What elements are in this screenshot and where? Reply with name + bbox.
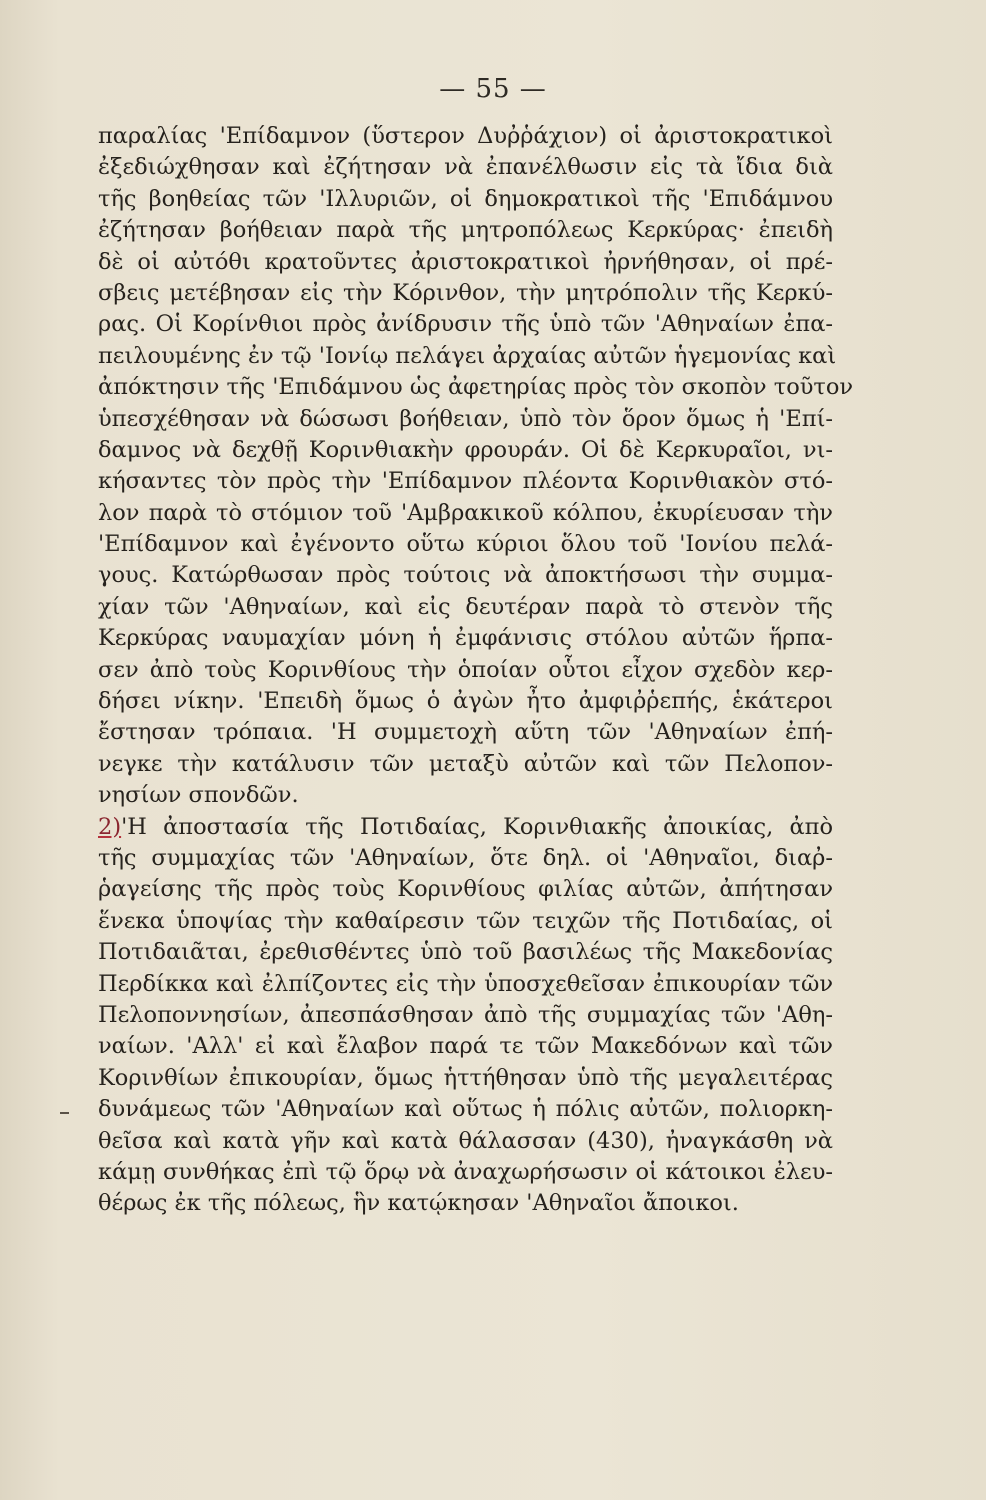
text-line: ἔστησαν τρόπαια. 'Η συμμετοχὴ αὕτη τῶν 'Αθηναίων ἐπή-	[98, 719, 833, 746]
text-line	[98, 812, 833, 843]
page-number: — 55 —	[439, 74, 547, 104]
text-line: ὑπεσχέθησαν νὰ δώσωσι βοήθειαν, ὑπὸ τὸν ὅρον ὅμως ἡ 'Επί-	[98, 405, 833, 432]
paragraph-1	[98, 121, 854, 812]
text-line: παραλίας 'Επίδαμνον (ὕστερον Δυῤῥάχιον) οἱ ἀριστοκρατικοὶ	[98, 123, 833, 149]
text-line: σεν ἀπὸ τοὺς Κορινθίους τὴν ὁποίαν οὗτοι εἶχον σχεδὸν κερ-	[98, 656, 833, 683]
text-line: ἐξεδιώχθησαν καὶ ἐζήτησαν νὰ ἐπανέλθωσιν εἰς τὰ ἴδια διὰ	[98, 154, 833, 181]
text-line: δήσει νίκην. 'Επειδὴ ὅμως ὁ ἀγὼν ἦτο ἀμφιῤῥεπής, ἑκάτεροι	[98, 688, 833, 715]
text-line: Περδίκκα καὶ ἐλπίζοντες εἰς τὴν ὑποσχεθεῖσαν ἐπικουρίαν τῶν	[98, 970, 833, 997]
text-line: δυνάμεως τῶν 'Αθηναίων καὶ οὕτως ἡ πόλις αὐτῶν, πολιορκη-	[98, 1096, 833, 1123]
text-line: τῆς συμμαχίας τῶν 'Αθηναίων, ὅτε δηλ. οἱ 'Αθηναῖοι, διαῤ-	[98, 844, 833, 871]
margin-dash-mark	[60, 1112, 69, 1114]
text-line: Κερκύρας ναυμαχίαν μόνη ἡ ἐμφάνισις στόλου αὐτῶν ἥρπα-	[98, 625, 833, 652]
text-line: τῆς βοηθείας τῶν 'Ιλλυριῶν, οἱ δημοκρατικοὶ τῆς 'Επιδάμνου	[98, 185, 833, 212]
text-line: ἕνεκα ὑποψίας τὴν καθαίρεσιν τῶν τειχῶν τῆς Ποτιδαίας, οἱ	[98, 907, 833, 934]
text-line: κάμῃ συνθήκας ἐπὶ τῷ ὅρῳ νὰ ἀναχωρήσωσιν οἱ κάτοικοι ἐλευ-	[98, 1158, 833, 1185]
text-line: ἐζήτησαν βοήθειαν παρὰ τῆς μητροπόλεως Κερκύρας· ἐπειδὴ	[98, 217, 833, 244]
text-line: Ποτιδαιᾶται, ἐρεθισθέντες ὑπὸ τοῦ βασιλέως τῆς Μακεδονίας	[98, 939, 833, 966]
text-line: γους. Κατώρθωσαν πρὸς τούτοις νὰ ἀποκτήσωσι τὴν συμμα-	[98, 562, 833, 589]
text-line: ῥαγείσης τῆς πρὸς τοὺς Κορινθίους φιλίας αὐτῶν, ἀπήτησαν	[98, 876, 833, 903]
text-line: ρας. Οἱ Κορίνθιοι πρὸς ἀνίδρυσιν τῆς ὑπὸ τῶν 'Αθηναίων ἐπα-	[98, 311, 833, 338]
text-line: πειλουμένης ἐν τῷ 'Ιονίῳ πελάγει ἀρχαίας αὐτῶν ἡγεμονίας καὶ	[98, 342, 837, 369]
text-line: θεῖσα καὶ κατὰ γῆν καὶ κατὰ θάλασσαν (430), ἠναγκάσθη νὰ	[98, 1127, 833, 1154]
text-line: νεγκε τὴν κατάλυσιν τῶν μεταξὺ αὐτῶν καὶ τῶν Πελοπον-	[98, 750, 833, 777]
text-line: λον παρὰ τὸ στόμιον τοῦ 'Αμβρακικοῦ κόλπου, ἐκυρίευσαν τὴν	[98, 499, 833, 526]
text-line: ἀπόκτησιν τῆς 'Επιδάμνου ὡς ἀφετηρίας πρὸς τὸν σκοπὸν τοῦτον	[98, 374, 854, 401]
text-line: 'Επίδαμνον καὶ ἐγένοντο οὕτω κύριοι ὅλου τοῦ 'Ιονίου πελά-	[98, 531, 833, 558]
text-line: νησίων σπονδῶν.	[98, 782, 299, 809]
text-line: κήσαντες τὸν πρὸς τὴν 'Επίδαμνον πλέοντα Κορινθιακὸν στό-	[98, 468, 833, 495]
text-line: ναίων. 'Αλλ' εἰ καὶ ἔλαβον παρά τε τῶν Μακεδόνων καὶ τῶν	[98, 1033, 833, 1060]
text-line: Κορινθίων ἐπικουρίαν, ὅμως ἡττήθησαν ὑπὸ τῆς μεγαλειτέρας	[98, 1064, 833, 1091]
text-line: σβεις μετέβησαν εἰς τὴν Κόρινθον, τὴν μητρόπολιν τῆς Κερκύ-	[98, 279, 833, 306]
body-text	[98, 121, 854, 1220]
text-line: δὲ οἱ αὐτόθι κρατοῦντες ἀριστοκρατικοὶ ἠρνήθησαν, οἱ πρέ-	[98, 248, 833, 275]
text-line-content: 'Η ἀποστασία τῆς Ποτιδαίας, Κορινθιακῆς ἀποικίας, ἀπὸ	[121, 813, 833, 840]
text-line: δαμνος νὰ δεχθῇ Κορινθιακὴν φρουράν. Οἱ δὲ Κερκυραῖοι, νι-	[98, 436, 833, 463]
text-line: Πελοποννησίων, ἀπεσπάσθησαν ἀπὸ τῆς συμμαχίας τῶν 'Αθη-	[98, 1001, 833, 1028]
paragraph-marker: 2)	[98, 813, 122, 840]
paragraph-2	[98, 812, 833, 1220]
text-line: θέρως ἐκ τῆς πόλεως, ἣν κατῴκησαν 'Αθηναῖοι ἄποικοι.	[98, 1190, 739, 1217]
text-line: χίαν τῶν 'Αθηναίων, καὶ εἰς δευτέραν παρὰ τὸ στενὸν τῆς	[98, 593, 833, 620]
